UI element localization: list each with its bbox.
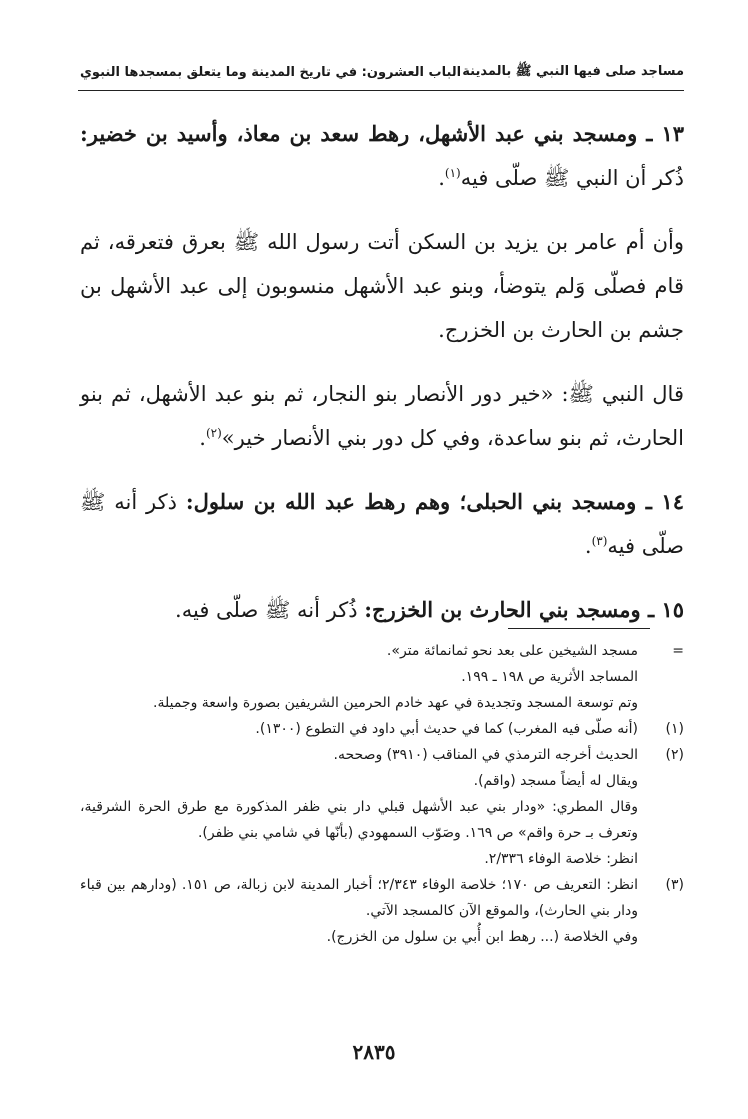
footnote-2 xyxy=(80,742,684,872)
footnote-line: وقال المطري: «ودار بني عبد الأشهل قبلي دار بني ظفر المذكورة مع طرق الحرة الشرقية، وتعرف بـ حرة واقم» ص ١٦٩. وصَوّب السمهودي (بأنّها في شامي بني ظفر). xyxy=(80,799,638,841)
header-rule xyxy=(78,90,684,91)
footnote-line: (أنه صلّى فيه المغرب) كما في حديث أبي داود في التطوع (١٣٠٠). xyxy=(255,721,638,737)
paragraph-umm-amir: وأن أم عامر بن يزيد بن السكن أتت رسول الله ﷺ بعرق فتعرقه، ثم قام فصلّى وَلم يتوضأ، وبنو عبد الأشهل منسوبون إلى عبد الأشهل بن جشم بن الحارث بن الخزرج. xyxy=(80,230,684,342)
entry-14-end: . xyxy=(584,534,592,558)
footnote-line: وفي الخلاصة (... رهط ابن أُبي بن سلول من الخزرج). xyxy=(326,929,638,945)
footnote-2-number: (٢) xyxy=(665,747,684,763)
entry-14-heading: ١٤ ـ ومسجد بني الحبلى؛ وهم رهط عبد الله بن سلول: xyxy=(185,489,684,514)
header-chapter-title: مساجد صلى فيها النبي ﷺ بالمدينة xyxy=(462,63,684,79)
entry-15-heading: ١٥ ـ ومسجد بني الحارث بن الخزرج: xyxy=(364,597,684,622)
main-text xyxy=(80,112,684,632)
entry-15-text: ذُكر أنه ﷺ صلّى فيه. xyxy=(175,598,365,622)
footnote-ref-2: (٢) xyxy=(205,426,222,440)
footnote-1-number: (١) xyxy=(665,721,684,737)
footnote-line: الحديث أخرجه الترمذي في المناقب (٣٩١٠) وصححه. xyxy=(333,747,638,763)
footnote-line: مسجد الشيخين على بعد نحو ثمانمائة متر». xyxy=(386,643,638,659)
hadith-text: قال النبي ﷺ: «خير دور الأنصار بنو النجار، ثم بنو عبد الأشهل، ثم بنو الحارث، ثم بنو ساعدة، وفي كل دور بني الأنصار خير» xyxy=(80,382,684,450)
footnote-line: انظر: خلاصة الوفاء ٢/٣٣٦. xyxy=(484,851,638,867)
hadith-end: . xyxy=(199,426,206,450)
footnote-ref-1: (١) xyxy=(444,166,461,180)
paragraph-13 xyxy=(80,112,684,200)
paragraph-14 xyxy=(80,480,684,568)
footnote-3-number: (٣) xyxy=(665,877,684,893)
paragraph-15 xyxy=(80,588,684,632)
footnote-rule xyxy=(508,628,650,629)
page-number: ٢٨٣٥ xyxy=(352,1040,396,1064)
footnote-line: انظر: التعريف ص ١٧٠؛ خلاصة الوفاء ٢/٣٤٣؛ أخبار المدينة لابن زبالة، ص ١٥١. (ودارهم بين قباء ودار بني الحارث)، والموقع الآن كالمسجد الآتي. xyxy=(80,877,638,919)
footnote-line: المساجد الأثرية ص ١٩٨ ـ ١٩٩. xyxy=(461,669,638,685)
footnote-line: ويقال له أيضاً مسجد (واقم). xyxy=(473,773,638,789)
header-section-title: الباب العشرون: في تاريخ المدينة وما يتعلق بمسجدها النبوي xyxy=(80,64,462,80)
running-header xyxy=(80,60,684,84)
paragraph-hadith xyxy=(80,372,684,460)
entry-13-text: ذُكر أن النبي ﷺ صلّى فيه xyxy=(460,166,684,190)
entry-13-end: . xyxy=(438,166,445,190)
footnote-3 xyxy=(80,872,684,950)
continuation-mark: = xyxy=(672,643,684,659)
entry-14-text: ذكر أنه ﷺ صلّى فيه xyxy=(80,490,684,558)
entry-13-heading: ١٣ ـ ومسجد بني عبد الأشهل، رهط سعد بن معاذ، وأسيد بن خضير: xyxy=(80,121,684,146)
footnote-line: وتم توسعة المسجد وتجديدة في عهد خادم الحرمين الشريفين بصورة واسعة وجميلة. xyxy=(153,695,638,711)
footnote-1 xyxy=(80,716,684,742)
footnote-ref-3: (٣) xyxy=(591,534,608,548)
footnotes xyxy=(80,638,684,950)
footnote-continuation xyxy=(80,638,684,716)
